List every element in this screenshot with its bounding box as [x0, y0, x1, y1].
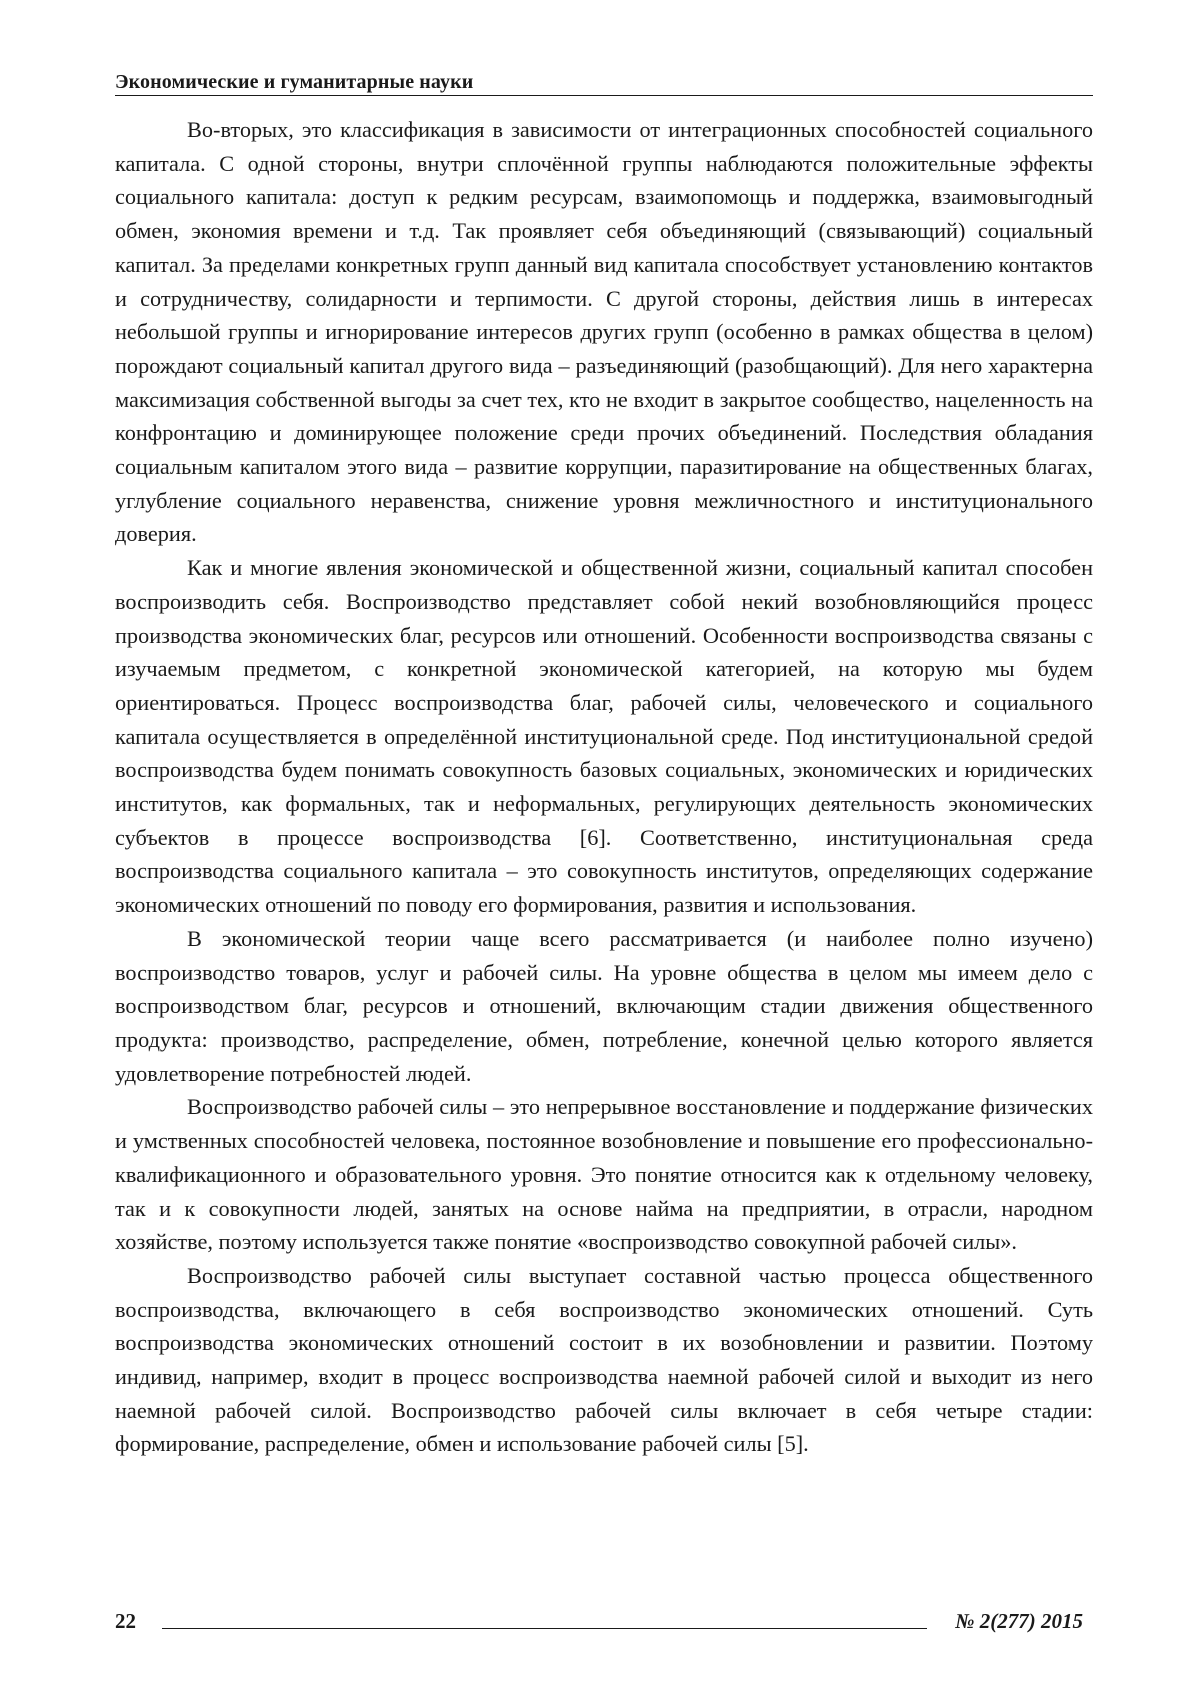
paragraph-5: Воспроизводство рабочей силы выступает составной частью процесса общественного воспроизводства, включающего в себя воспроизводство экономических отношений. Суть воспроизводства экономических отношений состоит в их возобновлении и развитии. Поэтому индивид, например, входит в процесс воспроизводства наемной рабочей силой и выходит из него наемной рабочей силой. Воспроизводство рабочей силы включает в себя четыре стадии: формирование, распределение, обмен и использование рабочей силы [5].	[115, 1259, 1093, 1461]
page-number: 22	[115, 1606, 136, 1636]
footer-divider	[162, 1628, 927, 1629]
paragraph-3: В экономической теории чаще всего рассматривается (и наиболее полно изучено) воспроизводство товаров, услуг и рабочей силы. На уровне общества в целом мы имеем дело с воспроизводством благ, ресурсов и отношений, включающим стадии движения общественного продукта: производство, распределение, обмен, потребление, конечной целью которого является удовлетворение потребностей людей.	[115, 922, 1093, 1091]
paragraph-2: Как и многие явления экономической и общественной жизни, социальный капитал способен воспроизводить себя. Воспроизводство представляет собой некий возобновляющийся процесс производства экономических благ, ресурсов или отношений. Особенности воспроизводства связаны с изучаемым предметом, с конкретной экономической категорией, на которую мы будем ориентироваться. Процесс воспроизводства благ, рабочей силы, человеческого и социального капитала осуществляется в определённой институциональной среде. Под институциональной средой воспроизводства будем понимать совокупность базовых социальных, экономических и юридических институтов, как формальных, так и неформальных, регулирующих деятельность экономических субъектов в процессе воспроизводства [6]. Соответственно, институциональная среда воспроизводства социального капитала – это совокупность институтов, определяющих содержание экономических отношений по поводу его формирования, развития и использования.	[115, 551, 1093, 922]
paragraph-4: Воспроизводство рабочей силы – это непрерывное восстановление и поддержание физических и умственных способностей человека, постоянное возобновление и повышение его профессионально-квалификационного и образовательного уровня. Это понятие относится как к отдельному человеку, так и к совокупности людей, занятых на основе найма на предприятии, в отрасли, народном хозяйстве, поэтому используется также понятие «воспроизводство совокупной рабочей силы».	[115, 1090, 1093, 1259]
paragraph-1: Во-вторых, это классификация в зависимости от интеграционных способностей социального капитала. С одной стороны, внутри сплочённой группы наблюдаются положительные эффекты социального капитала: доступ к редким ресурсам, взаимопомощь и поддержка, взаимовыгодный обмен, экономия времени и т.д. Так проявляет себя объединяющий (связывающий) социальный капитал. За пределами конкретных групп данный вид капитала способствует установлению контактов и сотрудничеству, солидарности и терпимости. С другой стороны, действия лишь в интересах небольшой группы и игнорирование интересов других групп (особенно в рамках общества в целом) порождают социальный капитал другого вида – разъединяющий (разобщающий). Для него характерна максимизация собственной выгоды за счет тех, кто не входит в закрытое сообщество, нацеленность на конфронтацию и доминирующее положение среди прочих объединений. Последствия обладания социальным капиталом этого вида – развитие коррупции, паразитирование на общественных благах, углубление социального неравенства, снижение уровня межличностного и институционального доверия.	[115, 113, 1093, 551]
journal-title: Экономические и гуманитарные науки	[115, 70, 1093, 94]
running-header	[115, 70, 1093, 96]
issue-number: № 2(277) 2015	[955, 1606, 1083, 1636]
article-body	[115, 113, 1093, 1461]
document-page	[0, 0, 1200, 1698]
running-footer	[115, 1606, 1093, 1640]
